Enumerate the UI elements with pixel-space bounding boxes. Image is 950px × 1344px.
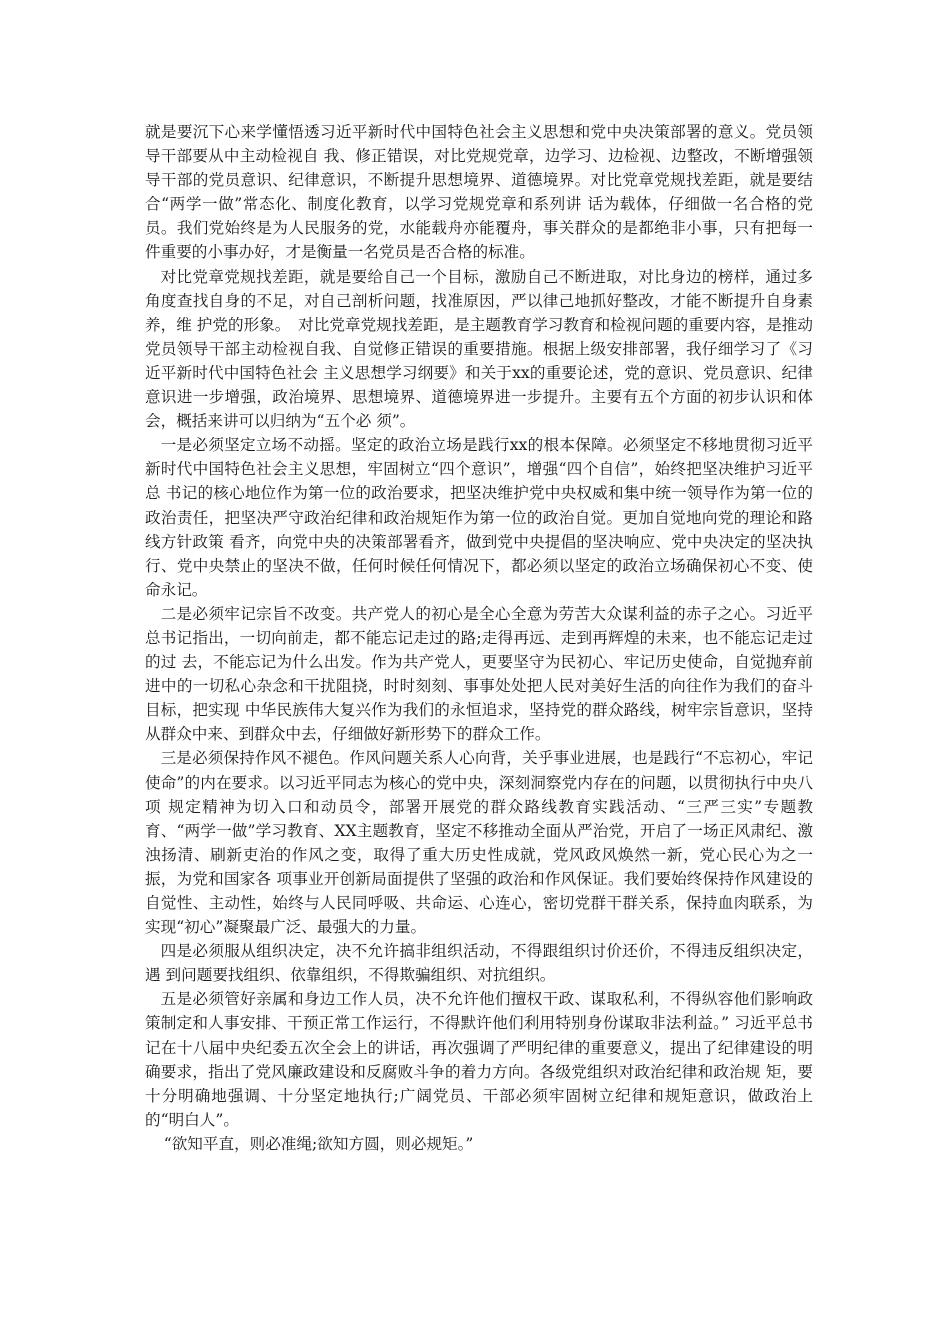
- paragraph-5: 三是必须保持作风不褪色。作风问题关系人心向背，关乎事业进展，也是践行“不忘初心，牢记使命”的内在要求。以习近平同志为核心的党中央，深刻洞察党内存在的问题，以贯彻执行中央八项 规定精神为切入口和动员令，部署开展党的群众路线教育实践活动、“三严三实”专题教育、“两学一做”学习教育、XX主题教育，坚定不移推动全面从严治党，开启了一场正风肃纪、激浊扬清、刷新吏治的作风之变，取得了重大历史性成就，党风政风焕然一新，党心民心为之一振，为党和国家各 项事业开创新局面提供了坚强的政治和作风保证。我们要始终保持作风建设的自觉性、主动性，始终与人民同呼吸、共命运、心连心，密切党群干群关系，保持血肉联系，为实现“初心”凝聚最广泛、最强大的力量。: [145, 749, 813, 937]
- document-body: [145, 120, 813, 1156]
- paragraph-3: 一是必须坚定立场不动摇。坚定的政治立场是践行xx的根本保障。必须坚定不移地贯彻习近平新时代中国特色社会主义思想，牢固树立“四个意识”，增强“四个自信”，始终把坚决维护习近平总 书记的核心地位作为第一位的政治要求，把坚决维护党中央权威和集中统一领导作为第一位的政治责任，把坚决严守政治纪律和政治规矩作为第一位的政治自觉。更加自觉地向党的理论和路线方针政策 看齐，向党中央的决策部署看齐，做到党中央提倡的坚决响应、党中央决定的坚决执行、党中央禁止的坚决不做，任何时候任何情况下，都必须以坚定的政治立场确保初心不变、使命永记。: [145, 436, 813, 599]
- paragraph-1: 就是要沉下心来学懂悟透习近平新时代中国特色社会主义思想和党中央决策部署的意义。党员领导干部要从中主动检视自 我、修正错误，对比党规党章，边学习、边检视、边整改，不断增强领导干部的党员意识、纪律意识，不断提升思想境界、道德境界。对比党章党规找差距，就是要结合“两学一做”常态化、制度化教育，以学习党规党章和系列讲 话为载体，仔细做一名合格的党员。我们党始终是为人民服务的党，水能载舟亦能覆舟，事关群众的是都绝非小事，只有把每一件重要的小事办好，才是衡量一名党员是否合格的标准。: [145, 123, 813, 262]
- paragraph-4: 二是必须牢记宗旨不改变。共产党人的初心是全心全意为劳苦大众谋利益的赤子之心。习近平总书记指出，一切向前走，都不能忘记走过的路;走得再远、走到再辉煌的未来，也不能忘记走过的过 去，不能忘记为什么出发。作为共产党人，更要坚守为民初心、牢记历史使命，自觉抛弃前进中的一切私心杂念和干扰阻挠，时时刻刻、事事处处把人民对美好生活的向往作为我们的奋斗目标，把实现 中华民族伟大复兴作为我们的永恒追求，坚持党的群众路线，树牢宗旨意识，坚持从群众中来、到群众中去，仔细做好新形势下的群众工作。: [145, 604, 813, 744]
- paragraph-7: 五是必须管好亲属和身边工作人员，决不允许他们擅权干政、谋取私利，不得纵容他们影响政策制定和人事安排、干预正常工作运行，不得默许他们利用特别身份谋取非法利益。” 习近平总书记在十八届中央纪委五次全会上的讲话，再次强调了严明纪律的重要意义，提出了纪律建设的明确要求，指出了党风廉政建设和反腐败斗争的着力方向。各级党组织对政治纪律和政治规 矩，要十分明确地强调、十分坚定地执行;广阔党员、干部必须牢固树立纪律和规矩意识，做政治上 的“明白人”。: [145, 990, 813, 1129]
- paragraph-2: 对比党章党规找差距，就是要给自己一个目标，激励自己不断进取，对比身边的榜样，通过多角度查找自身的不足，对自己剖析问题，找准原因，严以律己地抓好整改，才能不断提升自身素养，维 护党的形象。 对比党章党规找差距，是主题教育学习教育和检视问题的重要内容，是推动党员领导干部主动检视自我、自觉修正错误的重要措施。根据上级安排部署，我仔细学习了《习近平新时代中国特色社会 主义思想学习纲要》和关于xx的重要论述，党的意识、党员意识、纪律意识进一步增强，政治境界、思想境界、道德境界进一步提升。主要有五个方面的初步认识和体会，概括来讲可以归纳为“五个必 须”。: [145, 267, 813, 431]
- paragraph-6: 四是必须服从组织决定，决不允许搞非组织活动，不得跟组织讨价还价，不得违反组织决定，遇 到问题要找组织、依靠组织，不得欺骗组织、对抗组织。: [145, 942, 813, 985]
- closing-quote: “欲知平直，则必准绳;欲知方圆，则必规矩。”: [163, 1134, 474, 1153]
